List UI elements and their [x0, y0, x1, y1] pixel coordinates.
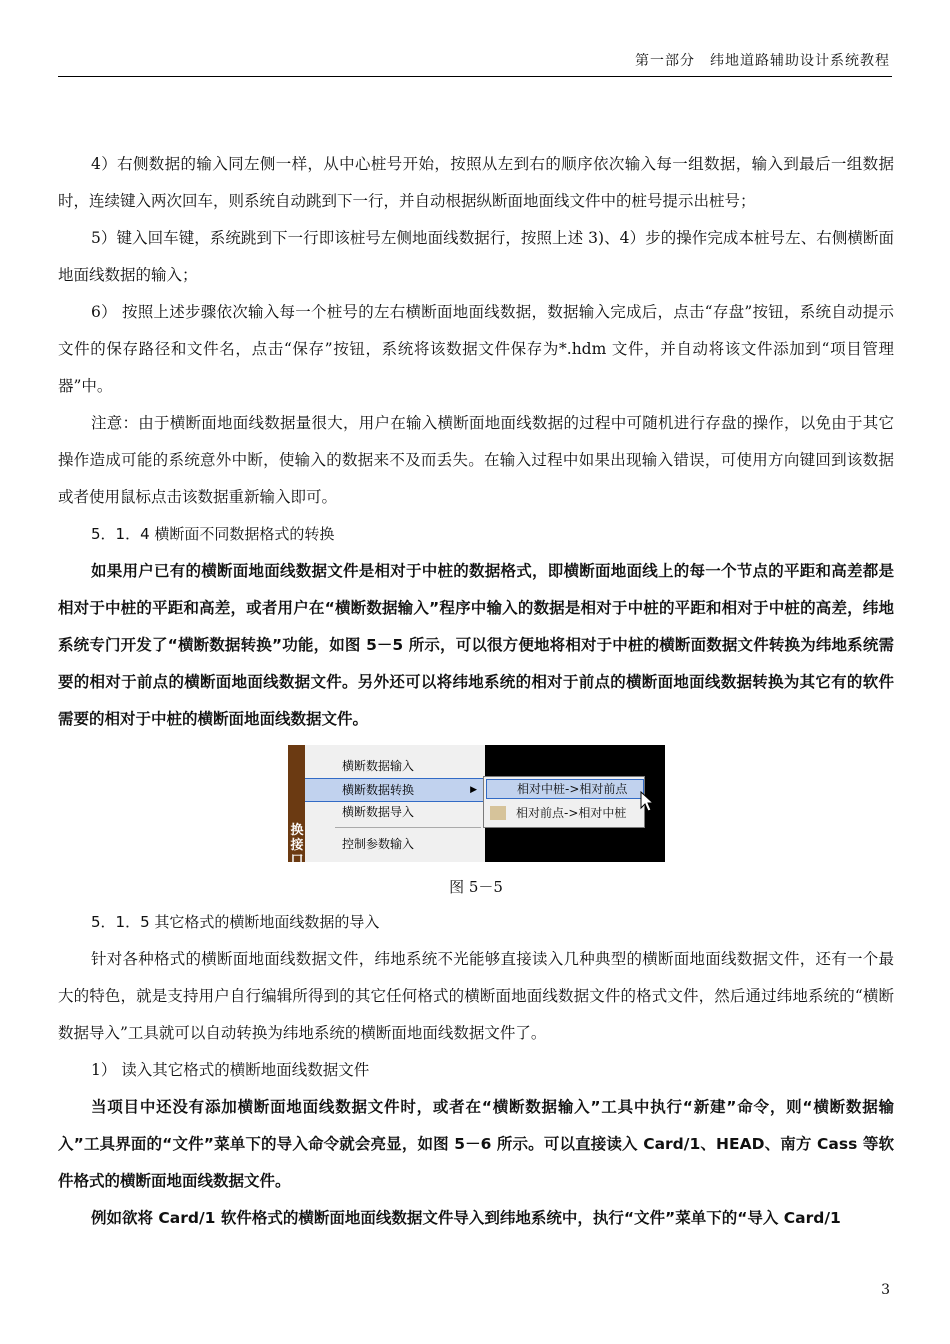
section-heading-5-1-5: 5．1．5 其它格式的横断地面线数据的导入	[91, 913, 380, 931]
menu-icon	[490, 806, 506, 820]
submenu-item-prev-to-center[interactable]: 相对前点->相对中桩	[486, 803, 642, 823]
paragraph-note: 注意：由于横断面地面线数据量很大，用户在输入横断面地面线数据的过程中可随机进行存盘的操作，以免由于其它操作造成可能的系统意外中断，使输入的数据来不及而丢失。在输入过程中如果出现输入错误，可使用方向键回到该数据或者使用鼠标点击该数据重新输入即可。	[58, 414, 894, 506]
menu-item-input[interactable]: 横断数据输入	[342, 759, 415, 773]
mouse-cursor-icon	[640, 791, 656, 813]
paragraph-step-5: 5）键入回车键，系统跳到下一行即该桩号左侧地面线数据行，按照上述 3)、4）步的操作完成本桩号左、右侧横断面地面线数据的输入；	[58, 229, 894, 284]
paragraph-import-menu: 当项目中还没有添加横断面地面线数据文件时，或者在“横断数据输入”工具中执行“新建”命令，则“横断数据输入”工具界面的“文件”菜单下的导入命令就会亮显，如图 5－6 所示。可以直接读入 Card/1、HEAD、南方 Cass 等软件格式的横断面地面线数据文件。	[58, 1098, 894, 1190]
paragraph-step-1: 1） 读入其它格式的横断地面线数据文件	[91, 1061, 370, 1079]
paragraph-import-intro: 针对各种格式的横断面地面线数据文件，纬地系统不光能够直接读入几种典型的横断面地面线数据文件，还有一个最大的特色，就是支持用户自行编辑所得到的其它任何格式的横断面地面线数据文件的格式文件，然后通过纬地系统的“横断数据导入”工具就可以自动转换为纬地系统的横断面地面线数据文件了。	[58, 950, 894, 1042]
paragraph-conversion: 如果用户已有的横断面地面线数据文件是相对于中桩的数据格式，即横断面地面线上的每一个节点的平距和高差都是相对于中桩的平距和高差，或者用户在“横断数据输入”程序中输入的数据是相对于中桩的平距和相对于中桩的高差，纬地系统专门开发了“横断数据转换”功能，如图 5－5 所示，可以很方便地将相对于中桩的横断面数据文件转换为纬地系统需要的相对于前点的横断面地面线数据文件。另外还可以将纬地系统的相对于前点的横断面地面线数据转换为其它有的软件需要的相对于中桩的横断面地面线数据文件。	[58, 562, 894, 728]
paragraph-example: 例如欲将 Card/1 软件格式的横断面地面线数据文件导入到纬地系统中，执行“文件”菜单下的“导入 Card/1	[91, 1209, 841, 1227]
paragraph-step-6: 6） 按照上述步骤依次输入每一个桩号的左右横断面地面线数据，数据输入完成后，点击“存盘”按钮，系统自动提示文件的保存路径和文件名，点击“保存”按钮，系统将该数据文件保存为*.hdm 文件，并自动将该文件添加到“项目管理器”中。	[58, 303, 894, 395]
menu-separator	[335, 827, 481, 828]
page-number: 3	[881, 1282, 890, 1298]
submenu-arrow-icon: ▶	[470, 785, 477, 795]
menu-item-import[interactable]: 横断数据导入	[342, 805, 415, 819]
paragraph-step-4: 4）右侧数据的输入同左侧一样，从中心桩号开始，按照从左到右的顺序依次输入每一组数据，输入到最后一组数据时，连续键入两次回车，则系统自动跳到下一行，并自动根据纵断面地面线文件中的桩号提示出桩号；	[58, 155, 894, 210]
page-header: 第一部分 纬地道路辅助设计系统教程	[635, 53, 890, 69]
menu-item-convert[interactable]: 横断数据转换 ▶	[305, 778, 485, 802]
menu-item-control-params[interactable]: 控制参数输入	[342, 837, 415, 851]
submenu-item-center-to-prev[interactable]: 相对中桩->相对前点	[486, 779, 644, 799]
context-menu	[305, 745, 485, 862]
header-rule	[58, 76, 892, 77]
side-strip-label: 换接口	[290, 823, 304, 868]
figure-menu-screenshot	[288, 745, 665, 868]
submenu	[483, 776, 645, 828]
page-content	[58, 146, 894, 1237]
section-heading-5-1-4: 5．1．4 横断面不同数据格式的转换	[91, 525, 335, 543]
figure-caption: 图 5－5	[449, 878, 503, 896]
